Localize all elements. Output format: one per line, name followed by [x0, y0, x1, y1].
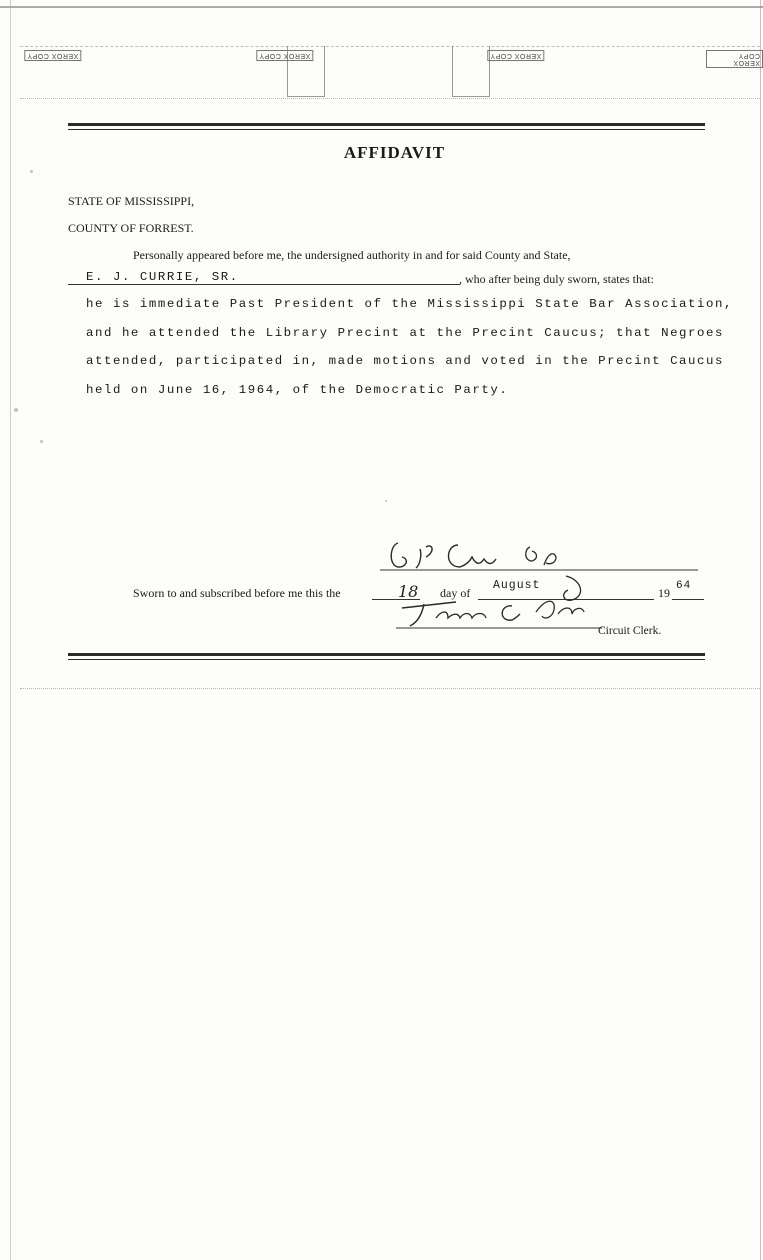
document-title: AFFIDAVIT: [343, 143, 446, 162]
bottom-rule-thin: [68, 659, 705, 660]
copy-stamp: XEROX COPY: [706, 50, 763, 68]
scan-left-edge: [10, 0, 11, 1260]
scan-speck: [385, 500, 387, 502]
jurat-day-handwritten: 18: [398, 582, 419, 601]
scan-fold-line: [20, 98, 760, 99]
affiant-name-line: [68, 284, 460, 285]
clerk-title: Circuit Clerk.: [598, 625, 662, 637]
jurat-year: 64: [676, 580, 692, 592]
copy-stamp: XEROX COPY: [256, 50, 313, 61]
scan-top-edge: [0, 6, 763, 8]
affiant-name: E. J. CURRIE, SR.: [86, 270, 239, 284]
scan-speck: [40, 440, 43, 443]
state-line: STATE OF MISSISSIPPI,: [68, 194, 195, 208]
body-line-2: and he attended the Library Precint at the Precint Caucus; that Negroes: [86, 326, 724, 340]
top-rule: [68, 123, 705, 126]
body-line-4: held on June 16, 1964, of the Democratic Party.: [86, 383, 509, 397]
scan-right-edge: [760, 0, 761, 1260]
clerk-signature: [396, 568, 606, 630]
jurat-year-line: [672, 599, 704, 600]
scan-dashed-line: [20, 46, 760, 47]
body-line-3: attended, participated in, made motions and voted in the Precint Caucus: [86, 354, 724, 368]
jurat-year-prefix: 19: [658, 586, 670, 600]
jurat-text: Sworn to and subscribed before me this the: [133, 586, 341, 600]
copy-stamp: XEROX COPY: [487, 50, 544, 61]
county-line: COUNTY OF FORREST.: [68, 221, 194, 235]
top-rule-thin: [68, 129, 705, 130]
scan-speck: [14, 408, 18, 412]
copy-stamp: XEROX COPY: [24, 50, 81, 61]
scan-fold-line: [20, 688, 760, 689]
intro-text: Personally appeared before me, the undersigned authority in and for said County and State,: [133, 248, 571, 262]
bottom-rule: [68, 653, 705, 656]
scan-speck: [30, 170, 33, 173]
body-line-1: he is immediate Past President of the Mississippi State Bar Association,: [86, 297, 733, 311]
sworn-statement-text: , who after being duly sworn, states that:: [459, 272, 654, 286]
jurat-month: August: [493, 579, 541, 592]
jurat-day-of: day of: [440, 586, 471, 600]
scan-bracket: [452, 46, 490, 97]
